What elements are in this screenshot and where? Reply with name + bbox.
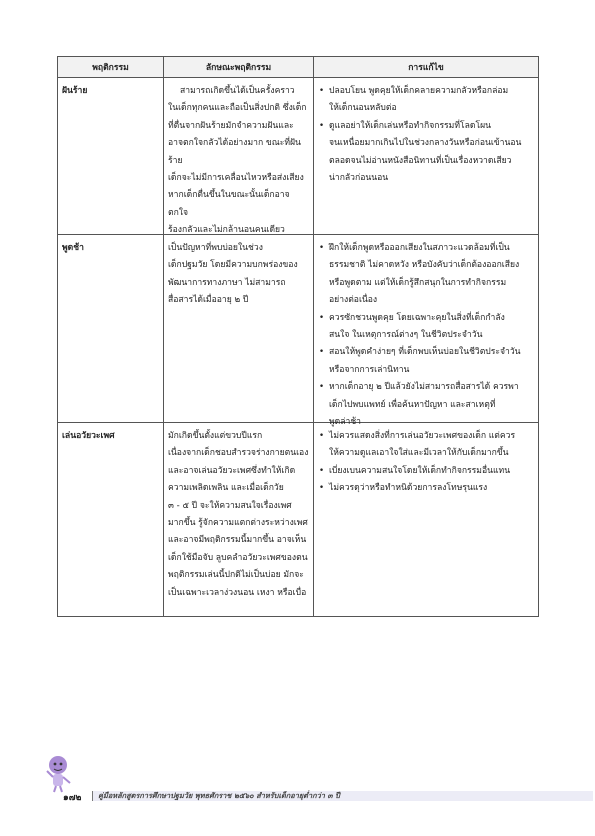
behavior-cell: ฝันร้าย <box>58 78 164 234</box>
behavior-table <box>57 56 539 617</box>
page-number: ๑๗๒ <box>63 793 82 803</box>
header-characteristics: ลักษณะพฤติกรรม <box>164 57 314 77</box>
solution-item: • ควรซักชวนพูดคุย โดยเฉพาะคุยในสิ่งที่เด็กกำลัง สนใจ ในเหตุการณ์ต่างๆ ในชีวิตประจำวัน <box>318 310 534 345</box>
solution-cell <box>314 423 538 616</box>
solution-cell <box>314 78 538 234</box>
page-footer <box>0 745 595 815</box>
solution-item: • เบี่ยงเบนความสนใจโดยให้เด็กทำกิจกรรมอื่นแทน <box>318 463 534 480</box>
solution-item: • ฝึกให้เด็กพูดหรือออกเสียงในสภาวะแวดล้อมที่เป็น ธรรมชาติ ไม่คาดหวัง หรือบังคับว่าเด็กต้องออกเสียง หรือพูดตาม แต่ให้เด็กรู้สึกสนุกในการทำกิจกรรม อย่างต่อเนื่อง <box>318 240 534 310</box>
characteristics-cell: เป็นปัญหาที่พบบ่อยในช่วง เด็กปฐมวัย โดยมีความบกพร่องของ พัฒนาการทางภาษา ไม่สามารถ สื่อสารได้เมื่ออายุ ๒ ปี <box>164 235 314 422</box>
table-row <box>58 423 538 616</box>
solution-item: • ไม่ควรดุว่าหรือทำหนิด้วยการลงโทษรุนแรง <box>318 480 534 497</box>
solution-item: • ปลอบโยน พูดคุยให้เด็กคลายความกลัวหรือกล่อม ให้เด็กนอนหลับต่อ <box>318 83 534 118</box>
table-row <box>58 78 538 235</box>
characteristics-cell: สามารถเกิดขึ้นได้เป็นครั้งคราว ในเด็กทุกคนและถือเป็นสิ่งปกติ ซึ่งเด็ก ที่ตื่นจากฝันร้ายมักจำความฝันและ อาจตกใจกลัวได้อย่างมาก ขณะที่ฝันร้าย เด็กจะไม่มีการเคลื่อนไหวหรือส่งเสียง หากเด็กตื่นขึ้นในขณะนั้นเด็กอาจตกใจ ร้องกลัวและไม่กล้านอนคนเดียว <box>164 78 314 234</box>
solution-item: • หากเด็กอายุ ๒ ปีแล้วยังไม่สามารถสื่อสารได้ ควรพา เด็กไปพบแพทย์ เพื่อค้นหาปัญหา และสาเหตุที่ พูดล่าช้า <box>318 379 534 431</box>
table-row <box>58 235 538 428</box>
behavior-cell: พูดช้า <box>58 235 164 422</box>
solution-item: • ดูแลอย่าให้เด็กเล่นหรือทำกิจกรรมที่โลดโผน จนเหนื่อยมากเกินไปในช่วงกลางวันหรือก่อนเข้านอน ตลอดจนไม่อ่านหนังสือนิทานที่เป็นเรื่องหวาดเสียว น่ากลัวก่อนนอน <box>318 118 534 188</box>
solution-item: • สอนให้พูดคำง่ายๆ ที่เด็กพบเห็นบ่อยในชีวิตประจำวัน หรือจากการเล่านิทาน <box>318 344 534 379</box>
solution-cell <box>314 235 538 428</box>
solution-item: • ไม่ควรแสดงสิ่งที่การเล่นอวัยวะเพศของเด็ก แต่ควร ให้ความดูแลเอาใจใส่และมีเวลาให้กับเด็กมากขึ้น <box>318 428 534 463</box>
behavior-cell: เล่นอวัยวะเพศ <box>58 423 164 616</box>
header-behavior: พฤติกรรม <box>58 57 164 77</box>
characteristics-cell: มักเกิดขึ้นตั้งแต่ขวบปีแรก เนื่องจากเด็กชอบสำรวจร่างกายตนเอง และอาจเล่นอวัยวะเพศซึ่งทำให้เกิด ความเพลิดเพลิน และเมื่อเด็กวัย ๓ - ๕ ปี จะให้ความสนใจเรื่องเพศ มากขึ้น รู้จักความแตกต่างระหว่างเพศ และอาจมีพฤติกรรมนี้มากขึ้น อาจเห็น เด็กใช้มือจับ ลูบคลำอวัยวะเพศของตน พฤติกรรมเล่นนี้ปกติไม่เป็นบ่อย มักจะ เป็นเฉพาะเวลาง่วงนอน เหงา หรือเบื่อ <box>164 423 314 616</box>
footer-title: คู่มือหลักสูตรการศึกษาปฐมวัย พุทธศักราช ๒๕๖๐ สำหรับเด็กอายุต่ำกว่า ๓ ปี <box>98 791 340 800</box>
header-solution: การแก้ไข <box>408 63 444 73</box>
table-header-row <box>58 57 538 78</box>
